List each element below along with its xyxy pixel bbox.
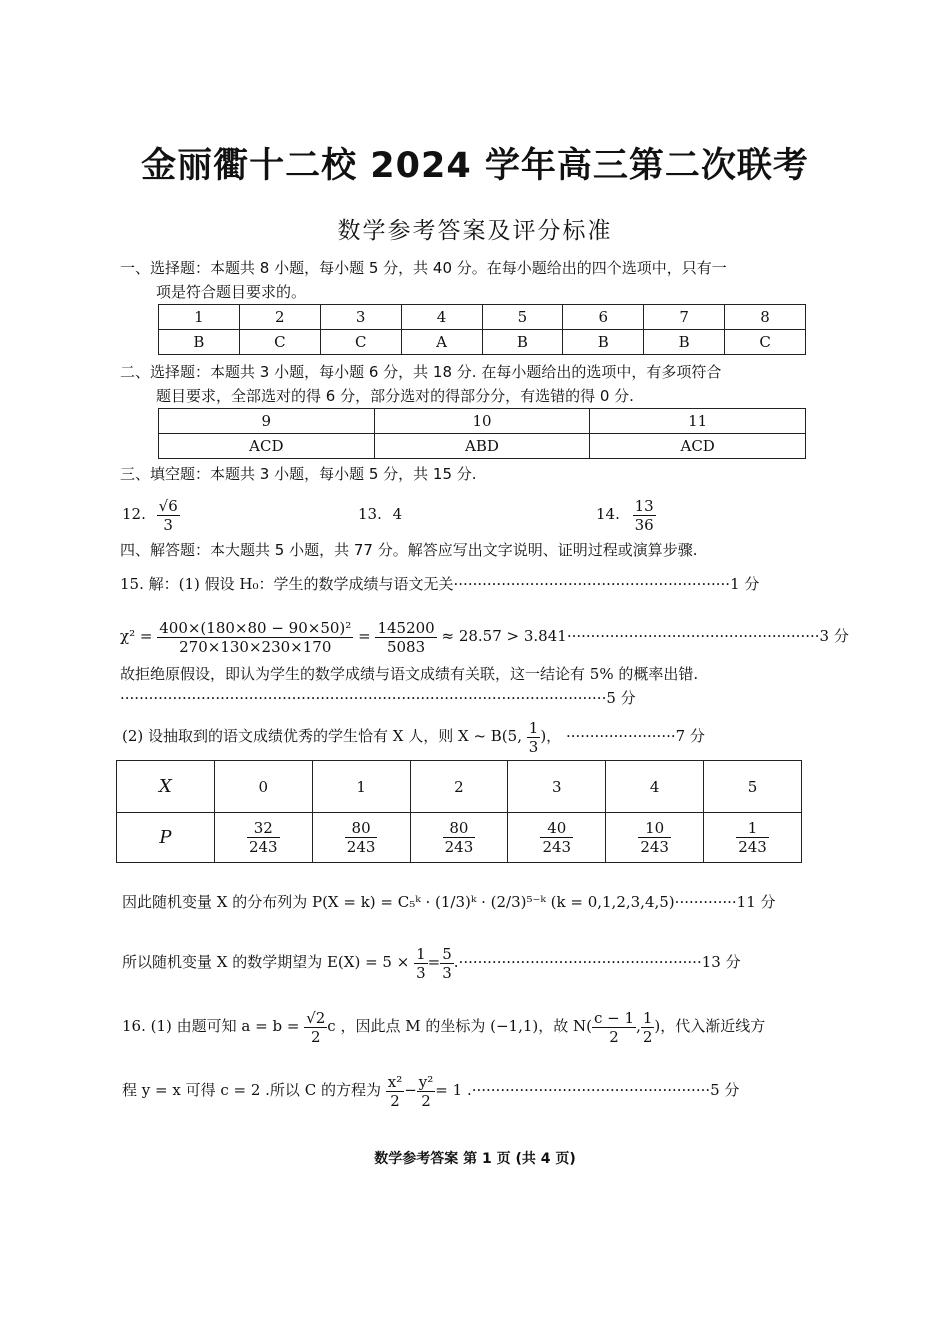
q15-exp-denominator-1: 3 (416, 963, 426, 982)
q14-answer (596, 492, 656, 536)
q15-conclusion-score-line (120, 688, 636, 708)
q12-label: 12. (122, 505, 146, 523)
q15-part2-fraction (527, 719, 541, 756)
p-numerator: 32 (247, 819, 280, 838)
distribution-x-cell: 1 (312, 761, 410, 813)
q13-value: 4 (392, 505, 403, 523)
q16-text-b: c ，因此点 M 的坐标为 (−1,1)，故 N( (327, 1017, 593, 1035)
q15-expectation-line (122, 940, 741, 984)
q15-dots-2: ····················································· (566, 627, 820, 645)
q16-denominator-1: 2 (310, 1027, 321, 1046)
q16-n-numerator-2: 1 (642, 1008, 653, 1027)
q15-exp-period: . (453, 953, 459, 971)
distribution-p-cell (704, 813, 802, 863)
q15-part2-text: (2) 设抽取到的语文成绩优秀的学生恰有 X 人，则 X ~ B(5, (122, 727, 522, 745)
q15-chi-fraction-1 (157, 619, 353, 656)
multi-question-cell: 11 (590, 409, 806, 434)
distribution-x-row (117, 761, 802, 813)
q15-chi-equals: = (358, 627, 371, 645)
q15-expectation-text: 所以随机变量 X 的数学期望为 E(X) = 5 × (122, 953, 410, 971)
mc-question-row (159, 305, 806, 330)
q16-line-1 (122, 1004, 765, 1048)
q16-n-comma: , (636, 1017, 641, 1035)
q15-distribution-line (122, 892, 776, 912)
mc-answer-cell: B (482, 330, 563, 355)
distribution-x-cell: 4 (606, 761, 704, 813)
multi-answer-row (159, 434, 806, 459)
q16-dots: ·················································· (471, 1081, 711, 1099)
q12-numerator: √6 (158, 496, 178, 515)
q15-chi-square-line (120, 614, 849, 658)
q16-n-numerator-1: c − 1 (594, 1008, 635, 1027)
mc-answer-cell: B (644, 330, 725, 355)
q15-part2-line (122, 714, 705, 758)
q15-dots-6: ··················································· (458, 953, 702, 971)
p-numerator: 80 (443, 819, 476, 838)
q16-eq-denominator-1: 2 (390, 1091, 400, 1110)
q15-chi-denominator-2: 5083 (386, 637, 426, 656)
p-denominator: 243 (444, 838, 474, 856)
multi-question-cell: 9 (159, 409, 375, 434)
q15-dots-3: ······································································································ (120, 689, 607, 707)
mc-question-cell: 1 (159, 305, 240, 330)
q15-part2-numerator: 1 (528, 718, 539, 737)
section2-heading-cont: 题目要求，全部选对的得 6 分，部分选对的得部分分，有选错的得 0 分. (156, 387, 634, 405)
q16-text-a: 16. (1) 由题可知 a = b = (122, 1017, 300, 1035)
q16-numerator-1: √2 (306, 1008, 326, 1027)
q12-answer (122, 492, 180, 536)
q16-n-fraction-2 (641, 1009, 655, 1046)
q15-chi-fraction-2 (375, 619, 436, 656)
q14-denominator: 36 (634, 515, 654, 534)
q16-eq-minus: − (404, 1081, 417, 1099)
p-numerator: 80 (345, 819, 378, 838)
distribution-x-cell: 5 (704, 761, 802, 813)
p-denominator: 243 (346, 838, 376, 856)
page-subtitle: 数学参考答案及评分标准 (337, 218, 613, 244)
p-numerator: 40 (540, 819, 573, 838)
q15-chi-numerator-2: 145200 (377, 618, 435, 637)
q15-score-6: 13 分 (701, 953, 741, 971)
mc-answer-cell: A (401, 330, 482, 355)
mc-question-cell: 5 (482, 305, 563, 330)
q15-dots-5: ············· (674, 893, 737, 911)
mc-question-cell: 7 (644, 305, 725, 330)
p-denominator: 243 (248, 838, 278, 856)
q15-part2-close: )， (540, 727, 562, 745)
q15-dots-4: ······················· (565, 727, 676, 745)
section3-heading: 三、填空题：本题共 3 小题，每小题 5 分，共 15 分. (120, 465, 477, 483)
distribution-x-header: X (117, 761, 215, 813)
q15-hypothesis: 15. 解：(1) 假设 H₀：学生的数学成绩与语文无关 (120, 575, 454, 593)
distribution-p-cell (410, 813, 508, 863)
distribution-table (116, 760, 802, 863)
multi-answer-cell: ACD (590, 434, 806, 459)
q15-conclusion: 故拒绝原假设，即认为学生的数学成绩与语文成绩有关联，这一结论有 5% 的概率出错. (120, 665, 699, 683)
distribution-p-cell (606, 813, 704, 863)
q15-chi-result: ≈ 28.57 > 3.841 (441, 627, 567, 645)
q12-denominator: 3 (163, 515, 173, 534)
q16-text-e: = 1 . (435, 1081, 472, 1099)
mc-question-cell: 4 (401, 305, 482, 330)
q15-chi-denominator-1: 270×130×230×170 (179, 637, 332, 656)
q15-hypothesis-line (120, 574, 800, 594)
multi-question-cell: 10 (374, 409, 590, 434)
mc-answer-table (158, 304, 806, 355)
section1-heading-cont: 项是符合题目要求的。 (156, 283, 307, 301)
distribution-p-row (117, 813, 802, 863)
q16-fraction-1 (304, 1009, 327, 1046)
mc-answer-cell: B (563, 330, 644, 355)
distribution-x-cell: 3 (508, 761, 606, 813)
q12-fraction (157, 497, 180, 534)
q13-label: 13. (358, 505, 382, 523)
p-numerator: 10 (638, 819, 671, 838)
mc-question-cell: 8 (725, 305, 806, 330)
q14-numerator: 13 (634, 496, 654, 515)
q16-n-denominator-2: 2 (642, 1027, 653, 1046)
mc-question-cell: 2 (239, 305, 320, 330)
q16-text-c: )，代入渐近线方 (654, 1017, 766, 1035)
q16-eq-fraction-1 (386, 1073, 404, 1110)
distribution-p-cell (312, 813, 410, 863)
q16-n-fraction-1 (592, 1009, 636, 1046)
mc-question-cell: 3 (320, 305, 401, 330)
p-numerator: 1 (736, 819, 769, 838)
distribution-x-cell: 0 (214, 761, 312, 813)
multi-answer-cell: ABD (374, 434, 590, 459)
q15-exp-equals: = (427, 953, 441, 971)
q13-answer (358, 492, 402, 536)
q15-score-4: 7 分 (675, 727, 705, 745)
q15-dots-1: ·························································· (453, 575, 731, 593)
page-title: 金丽衢十二校 2024 学年高三第二次联考 (141, 146, 809, 186)
p-denominator: 243 (738, 838, 767, 856)
q15-part2-denominator: 3 (528, 737, 539, 756)
section2-heading: 二、选择题：本题共 3 小题，每小题 6 分，共 18 分. 在每小题给出的选项中，有多项符合 (120, 363, 722, 381)
q15-score-5: 11 分 (736, 893, 776, 911)
p-denominator: 243 (542, 838, 572, 856)
section1-heading: 一、选择题：本题共 8 小题，每小题 5 分，共 40 分。在每小题给出的四个选项中，只有一 (120, 259, 727, 277)
q16-score: 5 分 (710, 1081, 740, 1099)
q16-eq-fraction-2 (417, 1073, 436, 1110)
q14-fraction (633, 497, 656, 534)
mc-answer-cell: C (725, 330, 806, 355)
q16-n-denominator-1: 2 (609, 1027, 619, 1046)
q15-score-3: 5 分 (606, 689, 636, 707)
q15-score-2: 3 分 (819, 627, 849, 645)
section4-heading: 四、解答题：本大题共 5 小题，共 77 分。解答应写出文字说明、证明过程或演算步骤. (120, 541, 698, 559)
q15-exp-denominator-2: 3 (442, 963, 452, 982)
mc-answer-cell: C (239, 330, 320, 355)
q15-chi-numerator-1: 400×(180×80 − 90×50)² (159, 618, 352, 637)
q14-label: 14. (596, 505, 620, 523)
q15-distribution-text: 因此随机变量 X 的分布列为 P(X = k) = C₅ᵏ · (1/3)ᵏ · (2/3)⁵⁻ᵏ (k = 0,1,2,3,4,5) (122, 893, 675, 911)
q15-exp-fraction-2 (440, 945, 454, 982)
q16-eq-numerator-2: y² (418, 1072, 434, 1091)
page-footer: 数学参考答案 第 1 页 (共 4 页) (374, 1151, 576, 1167)
mc-answer-cell: B (159, 330, 240, 355)
multi-answer-cell: ACD (159, 434, 375, 459)
mc-answer-cell: C (320, 330, 401, 355)
distribution-x-cell: 2 (410, 761, 508, 813)
q16-eq-denominator-2: 2 (421, 1091, 431, 1110)
mc-answer-row (159, 330, 806, 355)
q16-text-d: 程 y = x 可得 c = 2 .所以 C 的方程为 (122, 1081, 381, 1099)
mc-question-cell: 6 (563, 305, 644, 330)
multi-answer-table (158, 408, 806, 459)
p-denominator: 243 (640, 838, 669, 856)
multi-question-row (159, 409, 806, 434)
q15-exp-numerator-2: 5 (442, 944, 452, 963)
q15-exp-fraction-1 (414, 945, 428, 982)
q16-eq-numerator-1: x² (387, 1072, 403, 1091)
distribution-p-cell (508, 813, 606, 863)
q15-exp-numerator-1: 1 (416, 944, 426, 963)
q15-score-1: 1 分 (730, 575, 760, 593)
distribution-p-cell (214, 813, 312, 863)
q15-chi-lhs: χ² = (120, 627, 153, 645)
q16-line-2 (122, 1068, 739, 1112)
distribution-p-header: P (117, 813, 215, 863)
